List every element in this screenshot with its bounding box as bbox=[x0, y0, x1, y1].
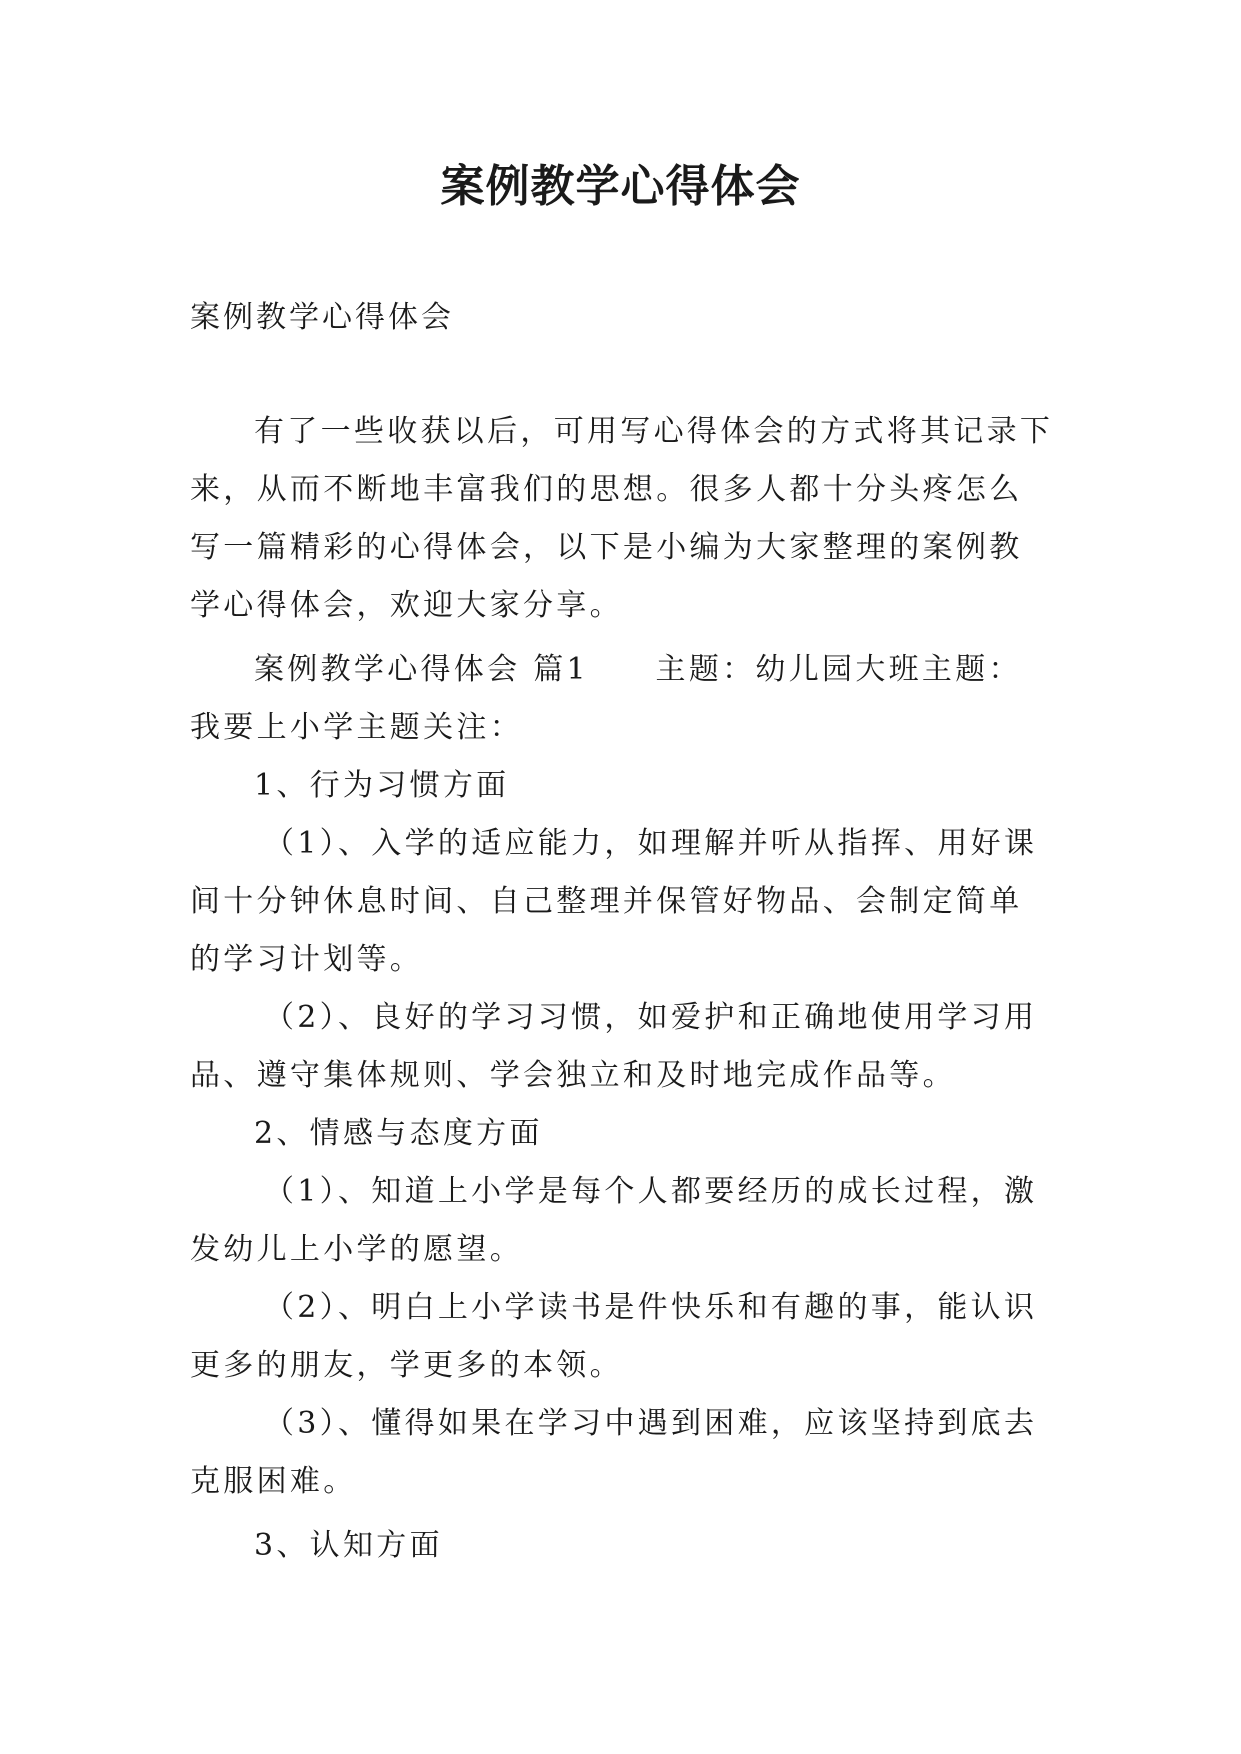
document-title: 案例教学心得体会 bbox=[440, 161, 801, 212]
list-item-2-2: （2）、明白上小学读书是件快乐和有趣的事，能认识更多的朋友，学更多的本领。 bbox=[190, 1290, 1038, 1383]
list-item-2-3: （3）、懂得如果在学习中遇到困难，应该坚持到底去克服困难。 bbox=[190, 1406, 1038, 1499]
document-subtitle: 案例教学心得体会 bbox=[190, 300, 454, 335]
list-heading-1: 1、行为习惯方面 bbox=[254, 768, 510, 803]
list-heading-2: 2、情感与态度方面 bbox=[254, 1116, 543, 1151]
intro-paragraph: 有了一些收获以后，可用写心得体会的方式将其记录下来，从而不断地丰富我们的思想。很多人都十分头疼怎么写一篇精彩的心得体会，以下是小编为大家整理的案例教学心得体会，欢迎大家分享。 bbox=[190, 414, 1054, 623]
document-body bbox=[190, 403, 1055, 1575]
list-item-1-1: （1）、入学的适应能力，如理解并听从指挥、用好课间十分钟休息时间、自己整理并保管好物品、会制定简单的学习计划等。 bbox=[190, 826, 1038, 977]
list-heading-3: 3、认知方面 bbox=[254, 1528, 443, 1563]
section-heading-paragraph: 案例教学心得体会 篇1 主题：幼儿园大班主题：我要上小学主题关注： bbox=[190, 652, 1022, 745]
list-item-2-1: （1）、知道上小学是每个人都要经历的成长过程，激发幼儿上小学的愿望。 bbox=[190, 1174, 1038, 1267]
list-item-1-2: （2）、良好的学习习惯，如爱护和正确地使用学习用品、遵守集体规则、学会独立和及时地完成作品等。 bbox=[190, 1000, 1038, 1093]
